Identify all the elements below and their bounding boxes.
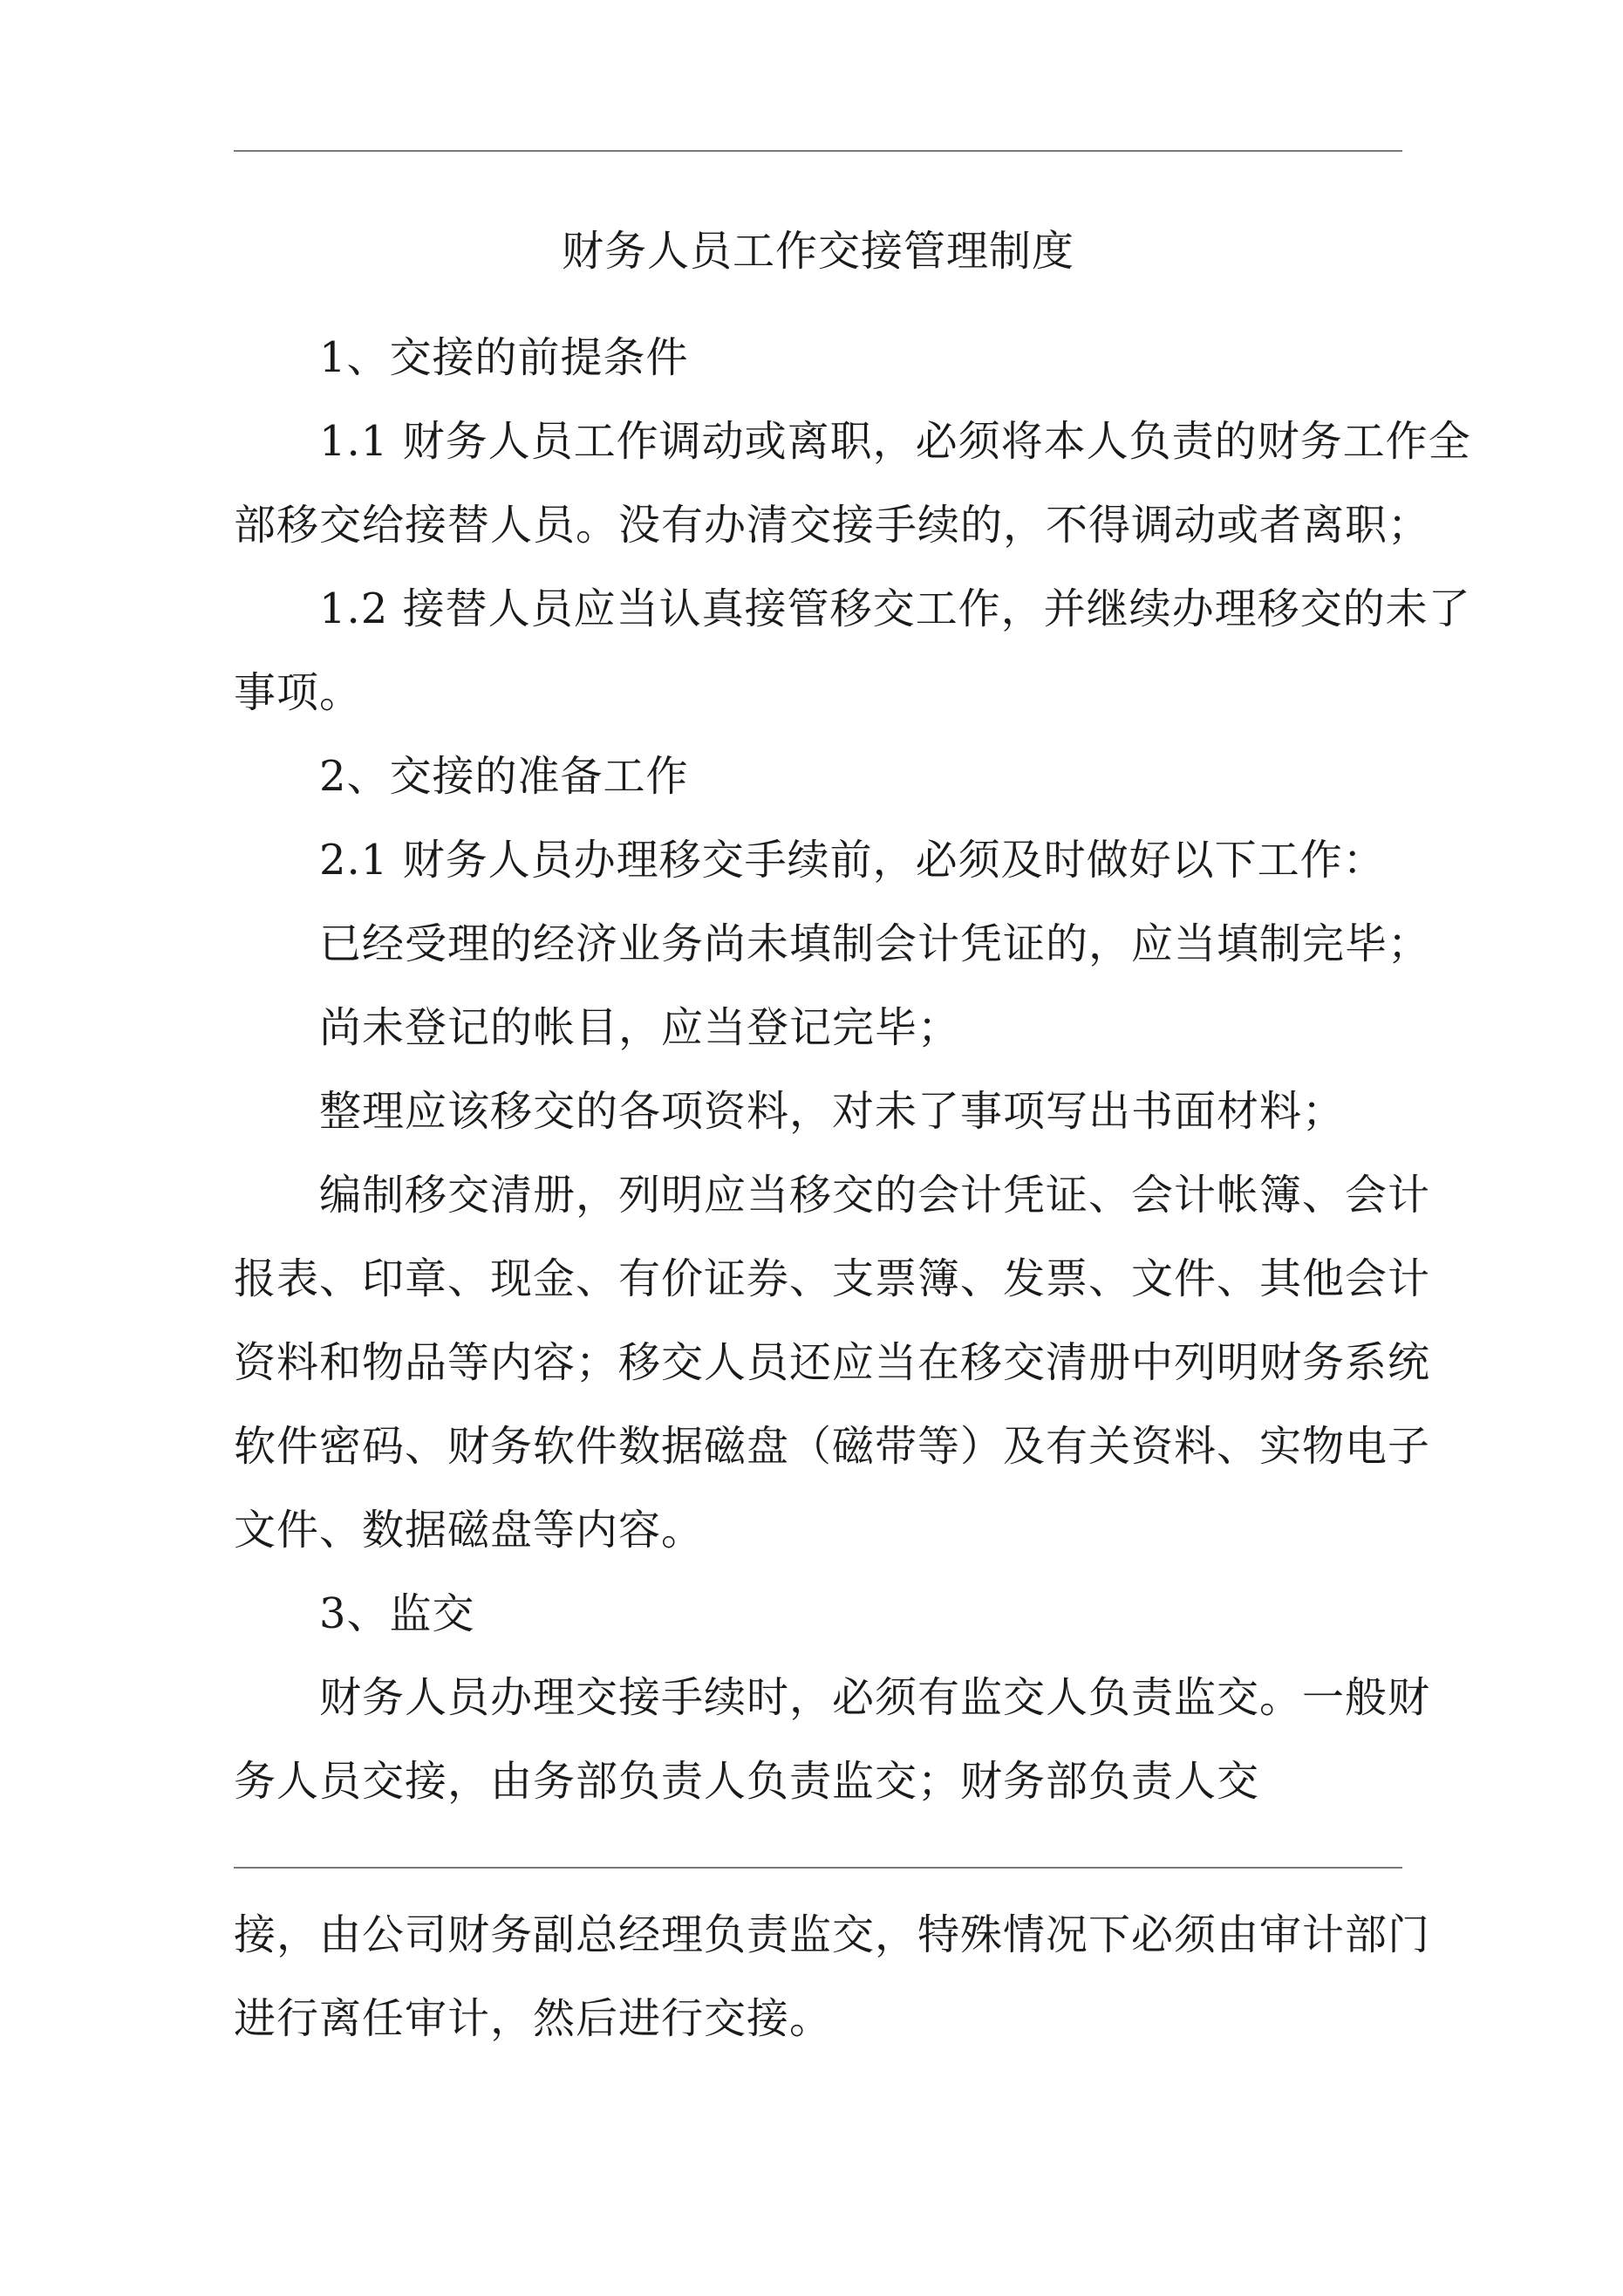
paragraph-line: 部移交给接替人员。没有办清交接手续的，不得调动或者离职；: [234, 501, 1431, 550]
header-rule: [234, 150, 1402, 152]
section-heading: 2、交接的准备工作: [319, 752, 689, 801]
paragraph-line: 务人员交接，由务部负责人负责监交；财务部负责人交: [234, 1757, 1260, 1806]
paragraph-line: 整理应该移交的各项资料，对未了事项写出书面材料；: [319, 1087, 1346, 1136]
page-break-rule: [234, 1867, 1402, 1869]
paragraph-line: 文件、数据磁盘等内容。: [234, 1506, 705, 1555]
body-text-page-two: [234, 1904, 1431, 2072]
paragraph-line: 报表、印章、现金、有价证券、支票簿、发票、文件、其他会计: [234, 1254, 1431, 1303]
paragraph-line: 进行离任审计，然后进行交接。: [234, 1994, 833, 2043]
section-heading: 3、监交: [319, 1589, 475, 1638]
paragraph-line: 已经受理的经济业务尚未填制会计凭证的，应当填制完毕；: [319, 919, 1431, 968]
paragraph-line: 1.1 财务人员工作调动或离职，必须将本人负责的财务工作全: [319, 417, 1471, 466]
body-text-page-one: [234, 327, 1471, 1835]
paragraph-line: 资料和物品等内容；移交人员还应当在移交清册中列明财务系统: [234, 1338, 1431, 1387]
paragraph-line: 软件密码、财务软件数据磁盘（磁带等）及有关资料、实物电子: [234, 1422, 1431, 1471]
paragraph-line: 2.1 财务人员办理移交手续前，必须及时做好以下工作：: [319, 836, 1386, 885]
document-title: 财务人员工作交接管理制度: [561, 227, 1074, 276]
paragraph-line: 编制移交清册，列明应当移交的会计凭证、会计帐簿、会计: [319, 1171, 1431, 1220]
paragraph-line: 事项。: [234, 668, 363, 717]
paragraph-line: 接，由公司财务副总经理负责监交，特殊情况下必须由审计部门: [234, 1910, 1431, 1959]
section-heading: 1、交接的前提条件: [319, 333, 689, 382]
paragraph-line: 尚未登记的帐目，应当登记完毕；: [319, 1003, 961, 1052]
paragraph-line: 财务人员办理交接手续时，必须有监交人负责监交。一般财: [319, 1673, 1431, 1722]
paragraph-line: 1.2 接替人员应当认真接管移交工作，并继续办理移交的未了: [319, 584, 1471, 633]
